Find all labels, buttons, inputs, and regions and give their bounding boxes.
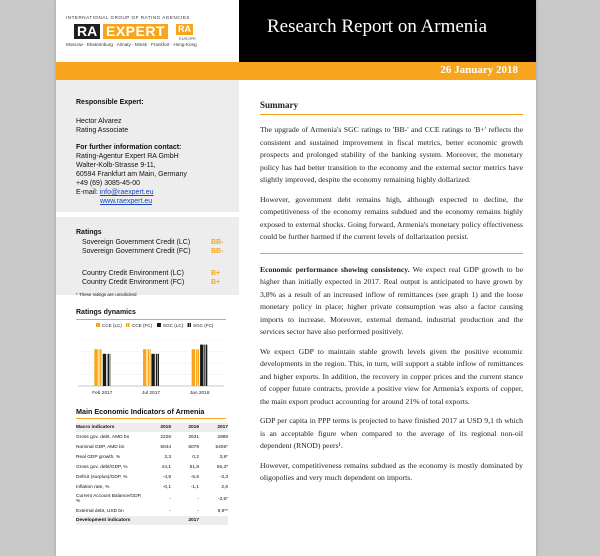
ratings-dynamics-chart <box>74 318 230 398</box>
ratings-box <box>56 217 239 295</box>
chart-bar <box>143 349 146 386</box>
logo-ra-small-block: RA <box>178 24 191 34</box>
paragraph-heading: Economic performance showing consistency. <box>260 264 410 274</box>
chart-bar <box>196 349 199 386</box>
chart-bar <box>192 349 195 386</box>
rating-label: Sovereign Government Credit (LC) <box>82 239 191 246</box>
chart-bar <box>147 349 150 386</box>
table-row <box>76 432 228 442</box>
cell-value: 5405* <box>215 444 228 450</box>
body-paragraph: GDP per capita in PPP terms is projected to have finished 2017 at USD 9,1 th which is an acceptable figure when compared to the average of its regional non-oil dependent (RNOD) peers¹. <box>260 416 523 450</box>
expert-name: Hector Alvarez <box>76 118 122 125</box>
cell-value: 2226 <box>160 434 171 440</box>
report-page <box>56 0 536 556</box>
table-header-row <box>76 516 228 525</box>
table-row <box>76 472 228 482</box>
ratings-dynamics-title: Ratings dynamics <box>76 309 136 316</box>
header-cell <box>199 516 228 525</box>
row-label: Deficit (surplus)/GDP, % <box>76 474 128 480</box>
header-cell: 2017 <box>199 423 228 432</box>
paragraph-text: We expect real GDP growth to be higher than initially expected in 2017. Real output is anticipated to have grown by 3,8% as a result of an increased inflow of remittances (see graph 1) and the loose monetary policy in place; higher private consumption was also a factor causing imports to increase. Moreover, external demand, industrial production and the services sector have also performed positively. <box>260 264 523 336</box>
chart-bar <box>107 354 110 386</box>
economic-indicators-table <box>76 423 228 525</box>
cell-value: 51,8 <box>189 464 199 470</box>
cell-value: 9,9** <box>217 508 228 514</box>
table-row <box>76 452 228 462</box>
rating-value: BB- <box>211 248 224 255</box>
rating-label: Country Credit Environment (LC) <box>82 270 184 277</box>
legend-label: CCE (FC) <box>132 323 153 328</box>
header-cell: Macro indicators <box>76 423 142 432</box>
cell-value: -0,1 <box>162 484 171 490</box>
summary-heading: Summary <box>260 100 298 110</box>
cell-value: -5,5 <box>190 474 199 480</box>
contact-label: For further information contact: <box>76 144 182 151</box>
header-cell: 2015 <box>142 423 171 432</box>
x-tick-label: Feb 2017 <box>92 391 113 396</box>
contact-line: +49 (69) 3085-45-00 <box>76 180 141 187</box>
chart-bar <box>200 345 203 386</box>
cell-value: 2988 <box>217 434 228 440</box>
row-label: Gross gov. debt, AMD bn <box>76 434 130 440</box>
legend-label: CCE (LC) <box>102 323 122 328</box>
cell-value: 2,6 <box>221 484 228 490</box>
rating-label: Country Credit Environment (FC) <box>82 279 185 286</box>
section-divider <box>76 418 226 419</box>
expert-role: Rating Associate <box>76 127 129 134</box>
contact-line: Rating-Agentur Expert RA GmbH <box>76 153 179 160</box>
cell-value: - <box>169 508 171 514</box>
legend-label: SGC (LC) <box>163 323 184 328</box>
contact-line: Walter-Kolb-Strasse 9-11, <box>76 162 156 169</box>
chart-bar <box>204 345 207 386</box>
header-cell: 2017 <box>171 516 199 525</box>
cell-value: 55,3* <box>216 464 228 470</box>
x-tick-label: Jul 2017 <box>141 391 161 396</box>
section-divider <box>260 253 523 254</box>
report-date: 26 January 2018 <box>440 64 518 76</box>
responsible-expert-label: Responsible Expert: <box>76 99 144 106</box>
table-row <box>76 442 228 452</box>
chart-bar <box>103 354 106 386</box>
legend-swatch <box>126 323 130 327</box>
logo-ra-block: RA <box>74 24 100 39</box>
body-paragraph: However, competitiveness remains subdued as the economy is mostly dominated by oligopolies and very much dependent on imports. <box>260 460 523 482</box>
rating-value: B+ <box>211 279 221 286</box>
cell-value: - <box>197 496 199 502</box>
rating-value: B+ <box>211 270 221 277</box>
cell-value: -3,3 <box>219 474 228 480</box>
cell-value: 3,8* <box>219 454 228 460</box>
email-label: E-mail: <box>76 189 98 196</box>
header-cell: Development indicators <box>76 516 171 525</box>
summary-paragraph: However, government debt remains high, although expected to decline, the competitiveness of the economy remains subdued and the economy remains highly exposed to external shocks. Going forward, Armenia's monetary policy effectiveness could be further harmed if the current levels of dollarization persist. <box>260 194 523 241</box>
x-tick-label: Jan 2018 <box>189 391 210 396</box>
chart-bar <box>151 354 154 386</box>
section-divider <box>260 114 523 115</box>
row-label: Gross gov. debt/GDP, % <box>76 464 128 470</box>
table-row <box>76 482 228 492</box>
legend-swatch <box>96 323 100 327</box>
cell-value: - <box>197 508 199 514</box>
cell-value: 5079 <box>188 444 199 450</box>
main-content <box>260 100 523 492</box>
cell-value: 0,2 <box>192 454 199 460</box>
report-title: Research Report on Armenia <box>267 16 488 37</box>
rating-value: BB- <box>211 239 224 246</box>
cell-value: 44,1 <box>161 464 171 470</box>
body-paragraph: We expect GDP to maintain stable growth levels given the positive economic developments in the region. This, in turn, will support a stable inflow of remittances and higher exports. In addition, the recovery in copper prices and the current stance of copper future contracts, provide a positive view for Armenia's exports of copper, the main export product accounting for around 21% of total exports. <box>260 346 523 406</box>
cell-value: 2631 <box>188 434 199 440</box>
table-row <box>76 506 228 516</box>
email-link[interactable]: info@raexpert.eu <box>99 189 154 196</box>
table-header-row <box>76 423 228 432</box>
cell-value: -1,1 <box>190 484 199 490</box>
date-bar <box>56 62 536 80</box>
summary-paragraph: The upgrade of Armenia's SGC ratings to 'BB-' and CCE ratings to 'B+' reflects the consistent and sustained improvement in fiscal metrics, better economic growth prospects and prolonged stability of the banking system. Moreover, the monetary policy has had better transition to the economy and the external sector metrics have slightly improved, despite the economy remaining highly dollarized. <box>260 125 523 184</box>
chart-bar <box>99 349 102 386</box>
logo-expert-block: EXPERT <box>103 24 168 39</box>
ratings-note: * These ratings are unsolicited <box>76 292 137 297</box>
table-row <box>76 492 228 506</box>
legend-swatch <box>157 323 161 327</box>
legend-swatch <box>187 323 191 327</box>
header-cell: 2016 <box>171 423 199 432</box>
row-label: Inflation rate, % <box>76 484 110 490</box>
cell-value: 3,3 <box>164 454 171 460</box>
rating-label: Sovereign Government Credit (FC) <box>82 248 191 255</box>
logo-cities: Moscow · Ekaterinburg · Almaty · Minsk · Frankfurt · Hong-Kong <box>66 42 197 47</box>
email-row <box>76 189 154 196</box>
expert-contact-box <box>56 80 239 212</box>
logo-tagline: INTERNATIONAL GROUP OF RATING AGENCIES <box>66 15 190 20</box>
ratings-title: Ratings <box>76 229 102 236</box>
row-label: Current Account Balance/GDP, % <box>76 493 142 504</box>
sidebar <box>56 80 239 556</box>
legend-label: SGC (FC) <box>193 323 214 328</box>
indicators-title: Main Economic Indicators of Armenia <box>76 407 205 416</box>
logo-europe-label: EUROPE <box>179 36 196 41</box>
chart-bar <box>94 349 97 386</box>
table-row <box>76 462 228 472</box>
body-paragraph <box>260 264 523 339</box>
raexpert-logo <box>56 0 239 62</box>
cell-value: -2,5* <box>217 496 228 502</box>
row-label: External debt, USD bn <box>76 508 124 514</box>
contact-line: 60594 Frankfurt am Main, Germany <box>76 171 187 178</box>
chart-bar <box>156 354 159 386</box>
cell-value: - <box>169 496 171 502</box>
cell-value: 5044 <box>160 444 171 450</box>
website-link[interactable]: www.raexpert.eu <box>100 198 153 205</box>
title-bar <box>239 0 536 62</box>
cell-value: -4,8 <box>162 474 171 480</box>
row-label: Nominal GDP, AMD bn <box>76 444 125 450</box>
row-label: Real GDP growth, % <box>76 454 121 460</box>
